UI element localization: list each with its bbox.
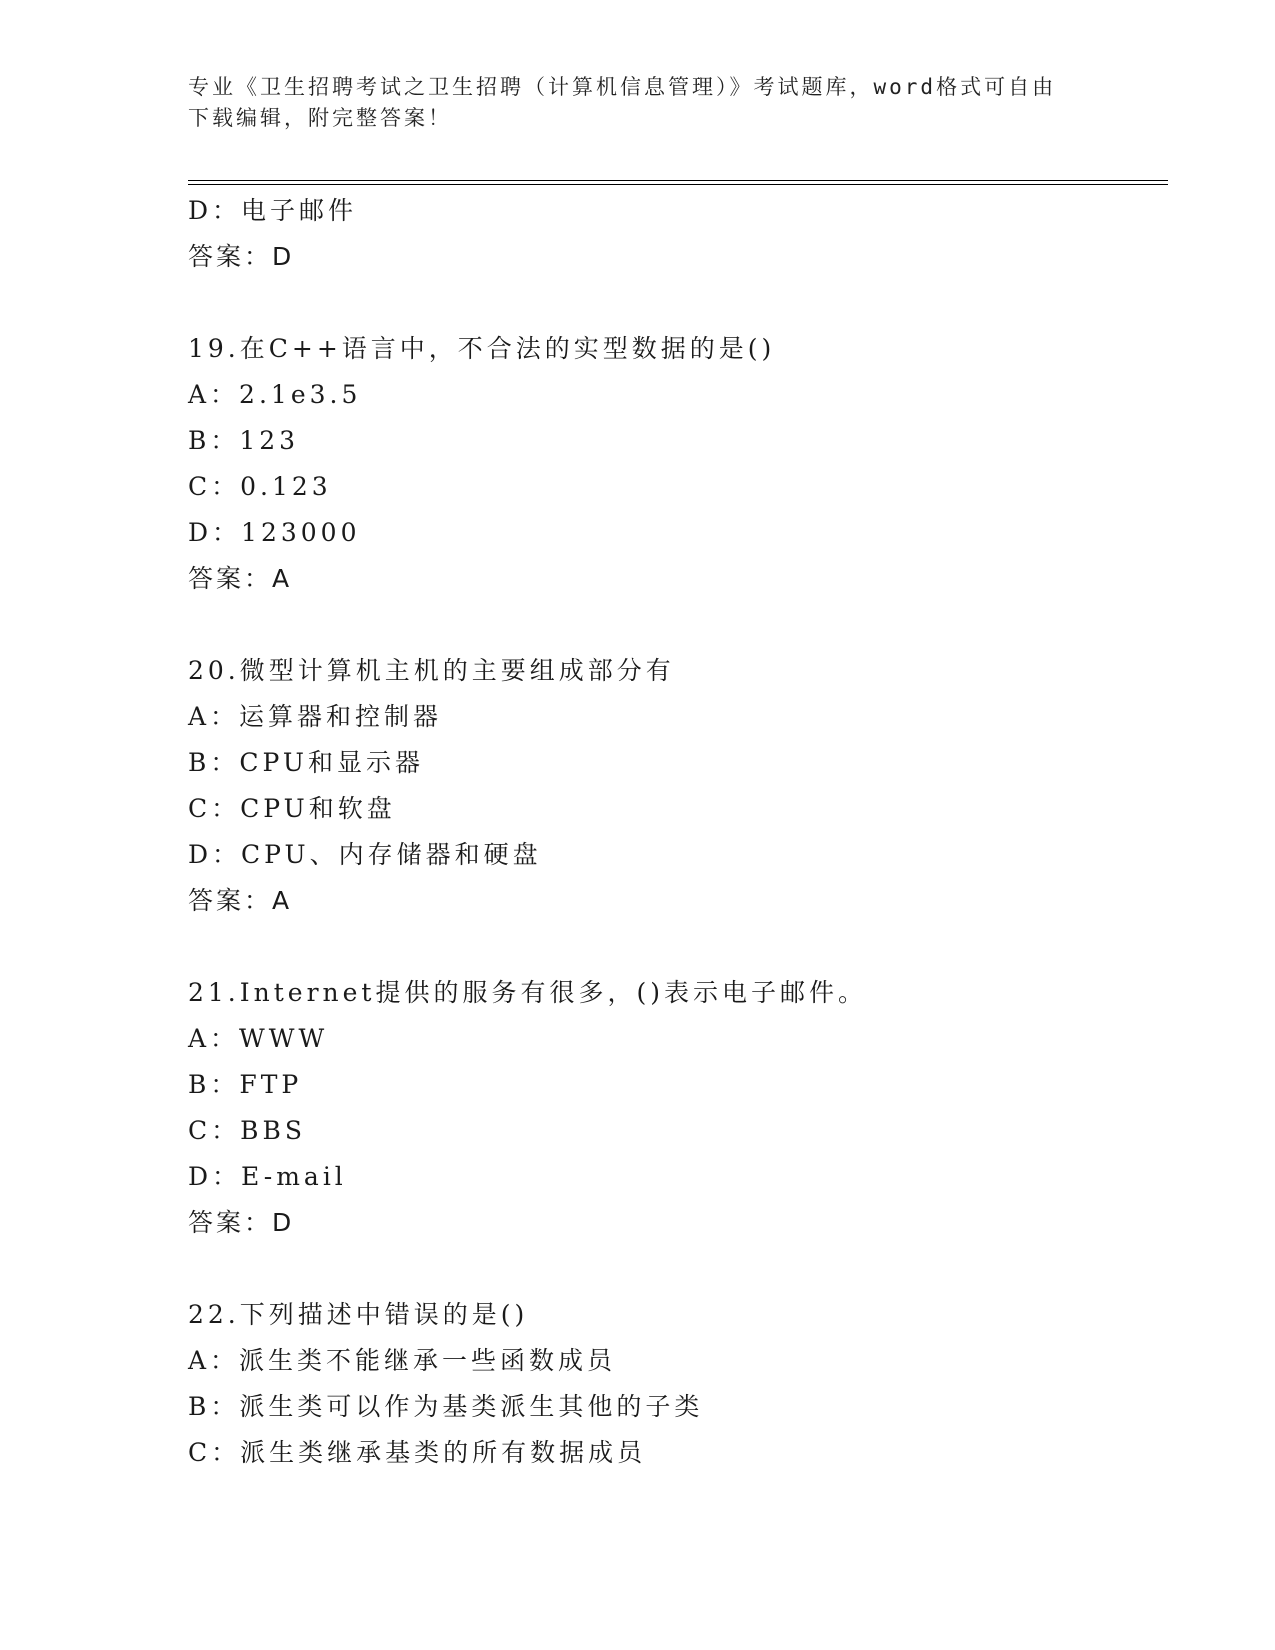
spacer [188, 1246, 1168, 1292]
option-a: A：2.1e3.5 [188, 380, 362, 409]
spacer [188, 280, 1168, 326]
option-b: B：FTP [188, 1070, 303, 1099]
option-c: C：0.123 [188, 472, 332, 501]
option-b: B：CPU和显示器 [188, 748, 424, 777]
answer-line: 答案：A [188, 564, 293, 593]
header-divider-top [188, 180, 1168, 181]
question-21 [188, 970, 1168, 1246]
option-d: D：CPU、内存储器和硬盘 [188, 840, 542, 869]
option-b: B：派生类可以作为基类派生其他的子类 [188, 1392, 704, 1421]
question-stem: 19.在C++语言中，不合法的实型数据的是() [188, 334, 776, 363]
question-stem: 22.下列描述中错误的是() [188, 1300, 529, 1329]
answer-line: 答案：A [188, 886, 293, 915]
option-a: A：WWW [188, 1024, 329, 1053]
question-stem: 20.微型计算机主机的主要组成部分有 [188, 656, 675, 685]
question-19 [188, 326, 1168, 602]
option-a: A：派生类不能继承一些函数成员 [188, 1346, 617, 1375]
option-a: A：运算器和控制器 [188, 702, 443, 731]
spacer [188, 602, 1168, 648]
option-c: C：BBS [188, 1116, 306, 1145]
question-stem: 21.Internet提供的服务有很多，()表示电子邮件。 [188, 978, 867, 1007]
header-divider-bottom [188, 184, 1168, 185]
question-22 [188, 1292, 1168, 1476]
option-d: D：123000 [188, 518, 361, 547]
answer-line: 答案：D [188, 242, 295, 271]
option-c: C：CPU和软盘 [188, 794, 396, 823]
answer-line: 答案：D [188, 1208, 295, 1237]
option-b: B：123 [188, 426, 300, 455]
document-header [188, 72, 1068, 134]
question-list [188, 188, 1168, 1476]
option-c: C：派生类继承基类的所有数据成员 [188, 1438, 647, 1467]
option-d: D：电子邮件 [188, 196, 358, 225]
spacer [188, 924, 1168, 970]
question-20 [188, 648, 1168, 924]
header-text: 专业《卫生招聘考试之卫生招聘（计算机信息管理）》考试题库，word格式可自由下载编辑，附完整答案！ [188, 75, 1057, 130]
option-d: D：E-mail [188, 1162, 347, 1191]
